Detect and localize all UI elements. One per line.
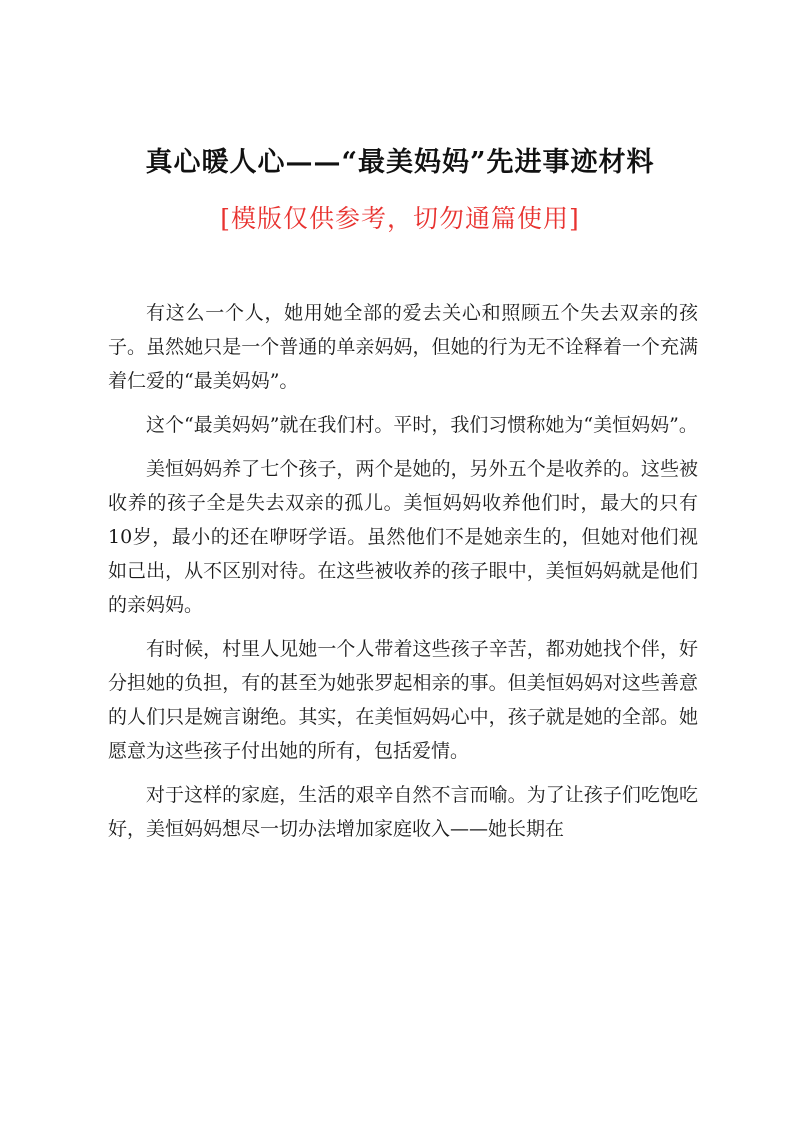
template-notice: [模版仅供参考，切勿通篇使用]: [220, 204, 580, 233]
paragraph-1: 有这么一个人，她用她全部的爱去关心和照顾五个失去双亲的孩子。虽然她只是一个普通的单亲妈妈，但她的行为无不诠释着一个充满着仁爱的“最美妈妈”。: [108, 302, 698, 392]
paragraph-4: 有时候，村里人见她一个人带着这些孩子辛苦，都劝她找个伴，好分担她的负担，有的甚至为她张罗起相亲的事。但美恒妈妈对这些善意的人们只是婉言谢绝。其实，在美恒妈妈心中，孩子就是她的全部。她愿意为这些孩子付出她的所有，包括爱情。: [108, 638, 698, 762]
document-body: [108, 296, 698, 856]
paragraph-3: 美恒妈妈养了七个孩子，两个是她的，另外五个是收养的。这些被收养的孩子全是失去双亲的孤儿。美恒妈妈收养他们时，最大的只有10岁，最小的还在咿呀学语。虽然他们不是她亲生的，但她对他们视如己出，从不区别对待。在这些被收养的孩子眼中，美恒妈妈就是他们的亲妈妈。: [108, 458, 698, 616]
document-title: 真心暖人心——“最美妈妈”先进事迹材料: [145, 147, 655, 178]
paragraph-2: 这个“最美妈妈”就在我们村。平时，我们习惯称她为“美恒妈妈”。: [146, 414, 698, 436]
paragraph-5: 对于这样的家庭，生活的艰辛自然不言而喻。为了让孩子们吃饱吃好，美恒妈妈想尽一切办法增加家庭收入——她长期在: [108, 784, 698, 840]
